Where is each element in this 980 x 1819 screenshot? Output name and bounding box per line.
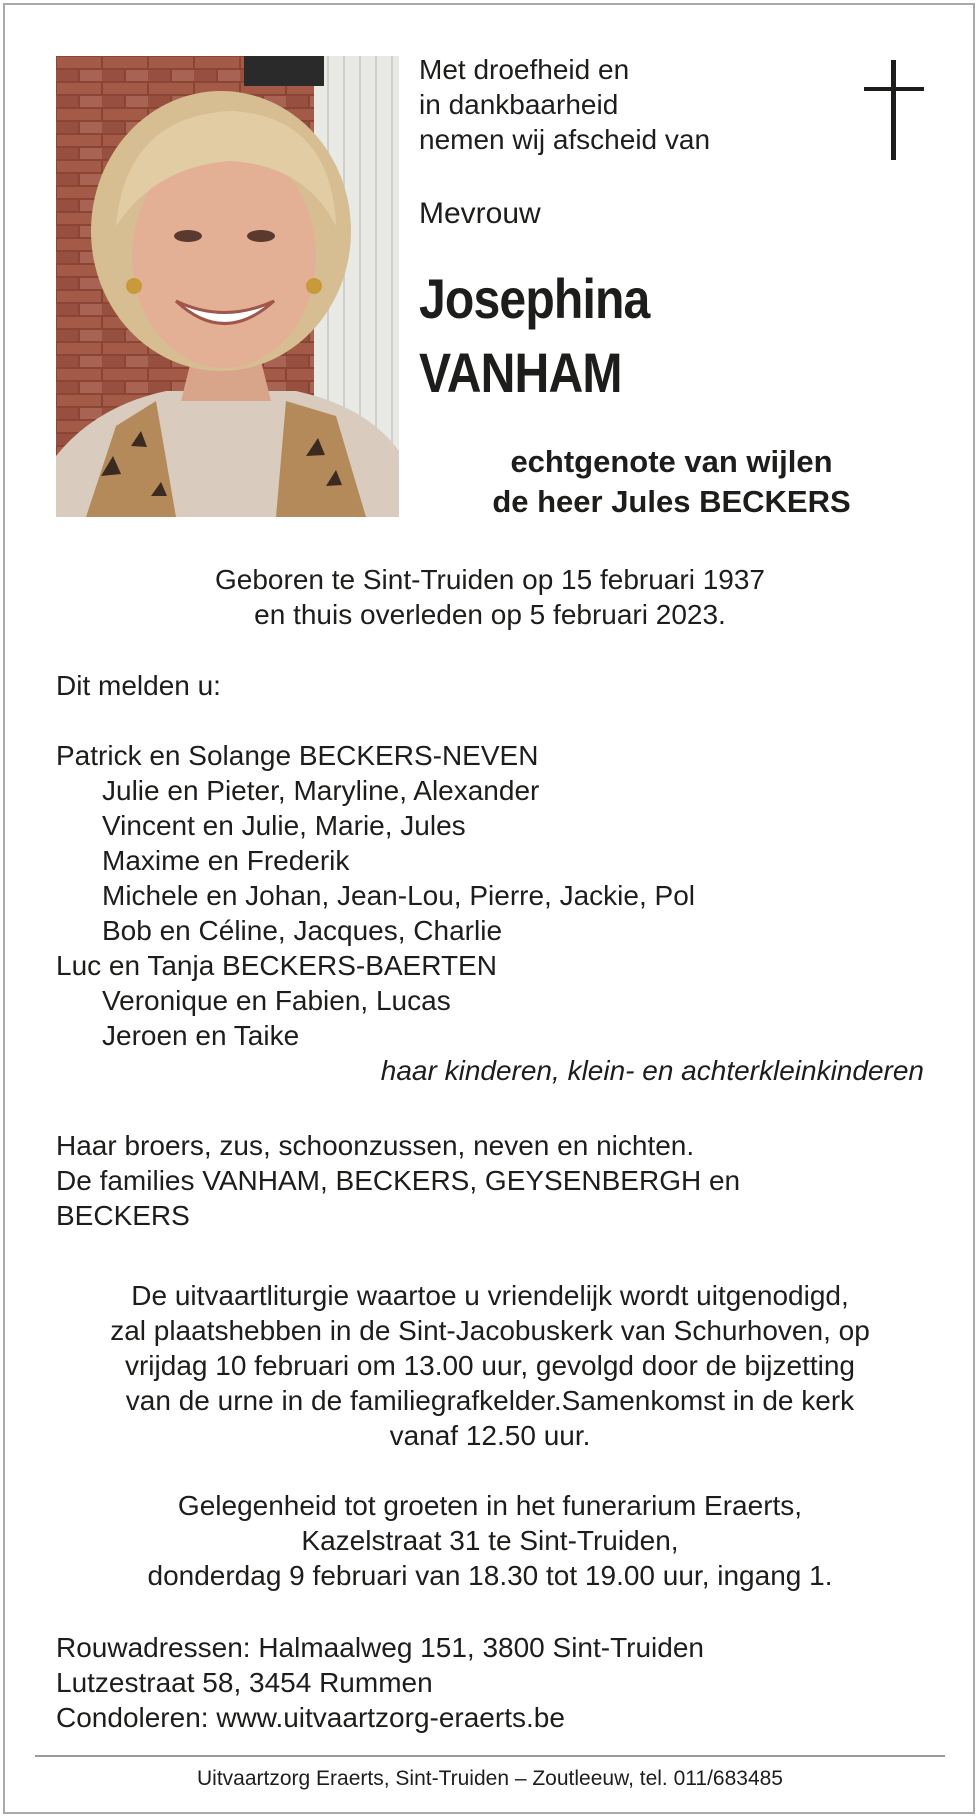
relatives-line: BECKERS xyxy=(56,1200,190,1231)
spouse-line: de heer Jules BECKERS xyxy=(492,484,851,519)
visitation-line: Kazelstraat 31 te Sint-Truiden, xyxy=(301,1525,679,1556)
footer-divider xyxy=(35,1755,945,1757)
deceased-last-name: VANHAM xyxy=(419,341,622,404)
visitation-info xyxy=(56,1488,924,1593)
intro-line: nemen wij afscheid van xyxy=(419,124,711,155)
footer-funeral-home: Uitvaartzorg Eraerts, Sint-Truiden – Zoutleeuw, tel. 011/683485 xyxy=(197,1767,783,1790)
deceased-name xyxy=(419,262,649,410)
announce-label: Dit melden u: xyxy=(56,670,221,701)
family-line: Maxime en Frederik xyxy=(102,845,350,876)
family-line: Julie en Pieter, Maryline, Alexander xyxy=(102,775,540,806)
spouse-info xyxy=(419,442,924,522)
service-info xyxy=(56,1278,924,1453)
intro-text xyxy=(419,52,710,157)
family-line: Jeroen en Taike xyxy=(102,1020,300,1051)
family-line: Luc en Tanja BECKERS-BAERTEN xyxy=(56,950,497,981)
deceased-first-name: Josephina xyxy=(419,267,650,330)
address-line: Lutzestraat 58, 3454 Rummen xyxy=(56,1667,433,1698)
relatives-line: De families VANHAM, BECKERS, GEYSENBERGH en xyxy=(56,1165,741,1196)
service-line: van de urne in de familiegrafkelder.Samenkomst in de kerk xyxy=(125,1385,855,1416)
service-line: vanaf 12.50 uur. xyxy=(389,1420,591,1451)
visitation-line: Gelegenheid tot groeten in het funerarium Eraerts, xyxy=(177,1490,803,1521)
service-line: zal plaatshebben in de Sint-Jacobuskerk van Schurhoven, op xyxy=(110,1315,870,1346)
family-list xyxy=(56,738,924,1088)
relatives xyxy=(56,1128,924,1233)
death-line: en thuis overleden op 5 februari 2023. xyxy=(254,599,726,630)
latin-cross-icon xyxy=(864,60,924,160)
family-line: Michele en Johan, Jean-Lou, Pierre, Jackie, Pol xyxy=(102,880,695,911)
intro-line: Met droefheid en xyxy=(419,54,630,85)
service-line: De uitvaartliturgie waartoe u vriendelijk wordt uitgenodigd, xyxy=(131,1280,849,1311)
visitation-line: donderdag 9 februari van 18.30 tot 19.00 uur, ingang 1. xyxy=(147,1560,833,1591)
salutation: Mevrouw xyxy=(419,197,541,230)
family-line: Patrick en Solange BECKERS-NEVEN xyxy=(56,740,539,771)
condolence-line: Condoleren: www.uitvaartzorg-eraerts.be xyxy=(56,1702,565,1733)
portrait-photo xyxy=(56,56,399,517)
family-caption: haar kinderen, klein- en achterkleinkinderen xyxy=(380,1055,924,1086)
family-line: Vincent en Julie, Marie, Jules xyxy=(102,810,466,841)
address-line: Rouwadressen: Halmaalweg 151, 3800 Sint-Truiden xyxy=(56,1632,704,1663)
family-line: Veronique en Fabien, Lucas xyxy=(102,985,451,1016)
intro-line: in dankbaarheid xyxy=(419,89,619,120)
spouse-line: echtgenote van wijlen xyxy=(510,444,833,479)
birth-line: Geboren te Sint-Truiden op 15 februari 1937 xyxy=(215,564,765,595)
birth-death-info xyxy=(56,562,924,632)
relatives-line: Haar broers, zus, schoonzussen, neven en nichten. xyxy=(56,1130,695,1161)
service-line: vrijdag 10 februari om 13.00 uur, gevolgd door de bijzetting xyxy=(124,1350,856,1381)
addresses xyxy=(56,1630,924,1735)
portrait-illustration xyxy=(56,56,399,517)
family-line: Bob en Céline, Jacques, Charlie xyxy=(102,915,503,946)
